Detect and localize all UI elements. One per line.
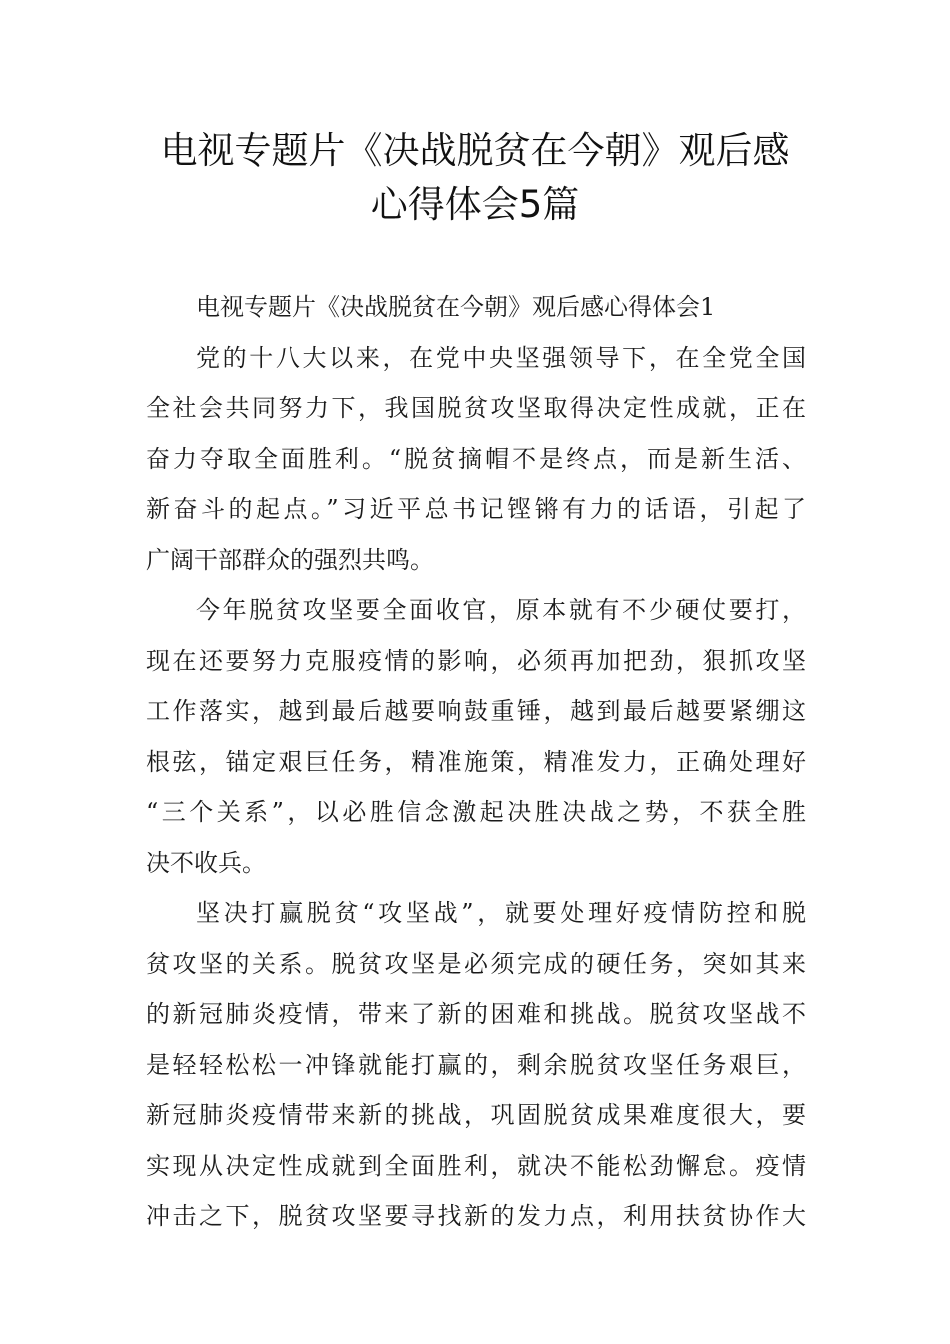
paragraph-3-line-1: 坚决打赢脱贫“攻坚战”，就要处理好疫情防控和脱 <box>196 899 806 927</box>
paragraph-1-line-4: 新奋斗的起点。”习近平总书记铿锵有力的话语，引起了 <box>146 495 806 523</box>
paragraph-2-line-5: “三个关系”，以必胜信念激起决胜决战之势，不获全胜 <box>146 798 806 826</box>
paragraph-2-line-1: 今年脱贫攻坚要全面收官，原本就有不少硬仗要打， <box>196 596 806 624</box>
paragraph-1-line-1: 党的十八大以来，在党中央坚强领导下，在全党全国 <box>196 343 806 372</box>
paragraph-1-line-5: 广阔干部群众的强烈共鸣。 <box>146 545 434 574</box>
paragraph-2-line-3: 工作落实，越到最后越要响鼓重锤，越到最后越要紧绷这 <box>146 697 806 725</box>
section-subtitle: 电视专题片《决战脱贫在今朝》观后感心得体会1 <box>196 293 716 321</box>
document-title <box>100 124 850 232</box>
paragraph-3-line-2: 贫攻坚的关系。脱贫攻坚是必须完成的硬任务，突如其来 <box>146 949 806 978</box>
paragraph-3-line-5: 新冠肺炎疫情带来新的挑战，巩固脱贫成果难度很大，要 <box>146 1101 806 1129</box>
paragraph-3-line-4: 是轻轻松松一冲锋就能打赢的，剩余脱贫攻坚任务艰巨， <box>146 1050 806 1079</box>
paragraph-2-line-6: 决不收兵。 <box>146 848 266 877</box>
paragraph-3-line-7: 冲击之下，脱贫攻坚要寻找新的发力点，利用扶贫协作大 <box>146 1202 806 1230</box>
title-line-1: 电视专题片《决战脱贫在今朝》观后感 <box>160 129 790 172</box>
paragraph-1-line-3: 奋力夺取全面胜利。“脱贫摘帽不是终点，而是新生活、 <box>146 444 806 473</box>
paragraph-2-line-2: 现在还要努力克服疫情的影响，必须再加把劲，狠抓攻坚 <box>146 646 806 675</box>
paragraph-1-line-2: 全社会共同努力下，我国脱贫攻坚取得决定性成就，正在 <box>146 394 806 422</box>
document-body <box>146 282 806 1242</box>
paragraph-3-line-3: 的新冠肺炎疫情，带来了新的困难和挑战。脱贫攻坚战不 <box>146 1000 806 1028</box>
paragraph-3-line-6: 实现从决定性成就到全面胜利，就决不能松劲懈怠。疫情 <box>146 1151 806 1180</box>
paragraph-2-line-4: 根弦，锚定艰巨任务，精准施策，精准发力，正确处理好 <box>146 747 806 776</box>
title-line-2: 心得体会5篇 <box>370 183 580 226</box>
